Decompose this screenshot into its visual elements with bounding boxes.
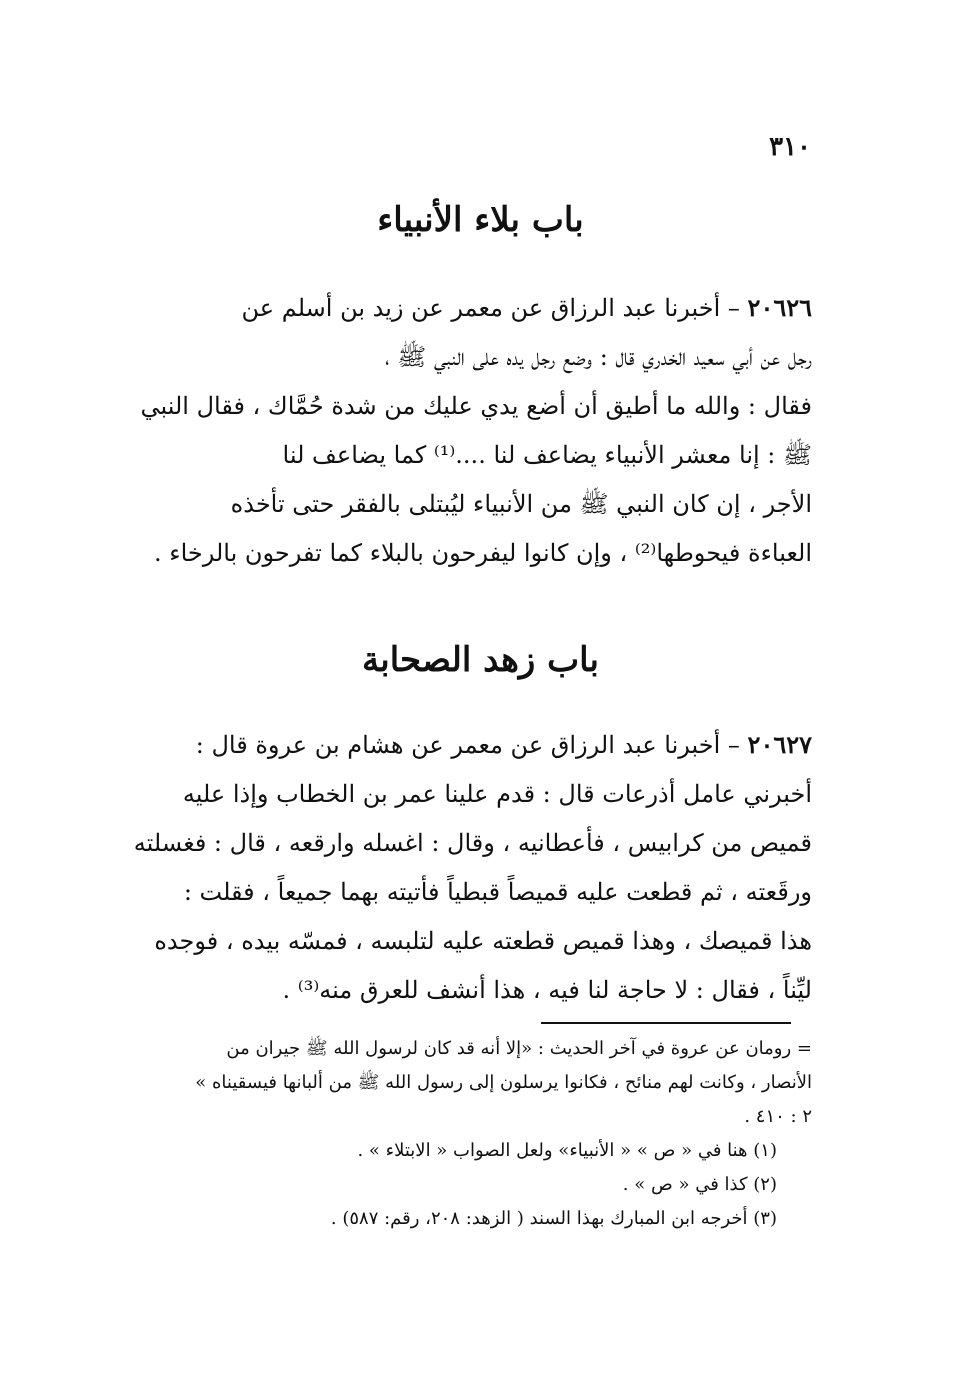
hadith-line: ورقَعته ، ثم قطعت عليه قميصاً قبطياً فأتيته بهما جميعاً ، فقلت :	[183, 878, 812, 906]
footnote-continuation-line: الأنصار ، وكانت لهم منائح ، فكانوا يرسلون إلى رسول الله ﷺ من ألبانها فيسقيناه »	[195, 1072, 812, 1093]
hadith-number: ٢٠٦٢٧	[747, 730, 812, 759]
footnote-divider	[541, 1022, 791, 1024]
hadith-line: فقال : والله ما أطيق أن أضع يدي عليك من شدة حُمَّاك ، فقال النبي	[140, 392, 812, 420]
page-number: ٣١٠	[769, 132, 811, 162]
hadith-text: – أخبرنا عبد الرزاق عن معمر عن هشام بن عروة قال :	[195, 731, 740, 759]
hadith-line: هذا قميصك ، وهذا قميص قطعته عليه لتلبسه ، فمسّه بيده ، فوجده	[154, 927, 812, 955]
hadith-line: قميص من كرابيس ، فأعطانيه ، وقال : اغسله وارقعه ، قال : فغسلته	[133, 829, 812, 857]
hadith-line: رجل عن أبي سعيد الخدري قال : وضع رجل يده على النبي ﷺ ،	[385, 343, 812, 371]
hadith-line: ﷺ : إنا معشر الأنبياء يضاعف لنا ....⁽¹⁾ كما يضاعف لنا	[282, 441, 812, 469]
footnote-1: (١) هنا في « ص » « الأنبياء» ولعل الصواب « الابتلاء » .	[357, 1140, 777, 1161]
section-title-prophets-trials: باب بلاء الأنبياء	[377, 200, 584, 240]
hadith-line	[128, 720, 812, 770]
footnotes	[128, 1032, 812, 1236]
hadith-line: العباءة فيحوطها⁽²⁾ ، وإن كانوا ليفرحون بالبلاء كما تفرحون بالرخاء .	[154, 539, 812, 567]
footnote-continuation-line: ٢ : ٤١٠ .	[744, 1106, 812, 1127]
hadith-line: الأجر ، إن كان النبي ﷺ من الأنبياء ليُبتلى بالفقر حتى تأخذه	[230, 490, 812, 518]
footnote-continuation-line: = رومان عن عروة في آخر الحديث : «إلا أنه قد كان لرسول الله ﷺ جيران من	[226, 1038, 812, 1059]
hadith-number: ٢٠٦٢٦	[747, 293, 812, 322]
hadith-line	[128, 283, 812, 333]
hadith-text: – أخبرنا عبد الرزاق عن معمر عن زيد بن أسلم عن	[241, 294, 740, 322]
hadith-20626	[128, 283, 812, 578]
hadith-20627	[128, 720, 812, 1015]
footnote-3: (٣) أخرجه ابن المبارك بهذا السند ( الزهد: ٢٠٨، رقم: ٥٨٧) .	[330, 1208, 777, 1229]
hadith-line: ليِّناً ، فقال : لا حاجة لنا فيه ، هذا أنشف للعرق منه⁽³⁾ .	[282, 976, 812, 1004]
footnote-2: (٢) كذا في « ص » .	[622, 1174, 777, 1195]
section-title-companions-asceticism: باب زهد الصحابة	[362, 640, 599, 680]
hadith-line: أخبرني عامل أذرعات قال : قدم علينا عمر بن الخطاب وإذا عليه	[182, 780, 812, 808]
